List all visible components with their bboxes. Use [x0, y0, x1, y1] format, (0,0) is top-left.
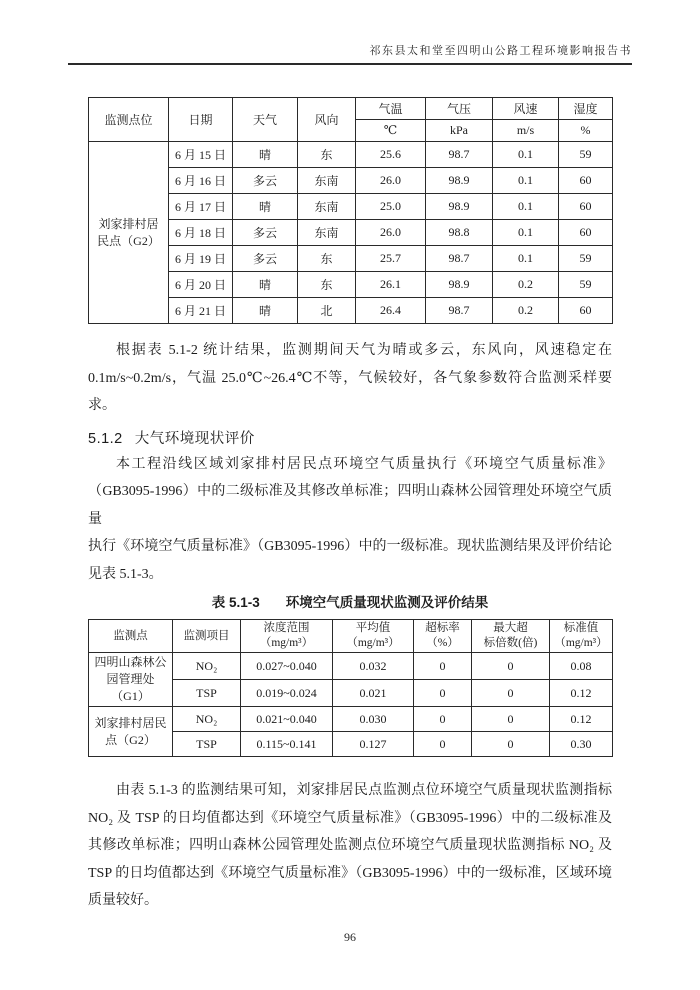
cell-temp: 25.6	[356, 142, 426, 168]
cell-exceed: 0	[414, 653, 472, 680]
running-header	[68, 0, 632, 65]
paragraph-line: （GB3095-1996）中的二级标准及其修改单标准；四明山森林公园管理处环境空气质量	[88, 484, 612, 527]
cell-range: 0.019~0.024	[241, 680, 333, 707]
header-standard-unit: （mg/m³）	[554, 637, 608, 649]
site-cell-g2: 刘家排村居民点（G2）	[89, 707, 173, 757]
page-number: 96	[344, 930, 356, 944]
cell-range: 0.027~0.040	[241, 653, 333, 680]
cell-item: NO₂	[173, 653, 241, 680]
weather-table	[88, 97, 613, 324]
header-exceed-rate	[414, 620, 472, 653]
cell-date: 6 月 20 日	[169, 272, 233, 298]
cell-average: 0.030	[333, 707, 414, 732]
header-average	[333, 620, 414, 653]
cell-weather: 多云	[233, 246, 298, 272]
cell-speed: 0.1	[493, 220, 559, 246]
header-average-label: 平均值	[355, 622, 391, 634]
cell-humidity: 60	[559, 220, 613, 246]
header-exceed-label: 超标率	[425, 622, 460, 634]
cell-pressure: 98.9	[426, 194, 493, 220]
header-wind: 风向	[298, 98, 356, 142]
header-speed: 风速	[493, 98, 559, 120]
cell-wind: 东	[298, 246, 356, 272]
table-caption	[88, 592, 612, 614]
cell-pressure: 98.9	[426, 168, 493, 194]
cell-range: 0.021~0.040	[241, 707, 333, 732]
cell-wind: 东	[298, 142, 356, 168]
cell-humidity: 59	[559, 142, 613, 168]
unit-humidity: %	[559, 120, 613, 142]
header-range	[241, 620, 333, 653]
header-temp: 气温	[356, 98, 426, 120]
cell-humidity: 59	[559, 246, 613, 272]
cell-speed: 0.1	[493, 142, 559, 168]
paragraph-line: 由表 5.1-3 的监测结果可知，刘家排居民点监测点位环境空气质量现状监测指标	[116, 783, 612, 798]
paragraph-line: TSP 的日均值都达到《环境空气质量标准》（GB3095-1996）中的一级标准，区域环境	[88, 865, 612, 881]
header-standard-label: 标准值	[563, 622, 599, 634]
cell-weather: 晴	[233, 194, 298, 220]
cell-speed: 0.2	[493, 272, 559, 298]
cell-temp: 26.0	[356, 220, 426, 246]
paragraph-line: NO₂ 及 TSP 的日均值都达到《环境空气质量标准》（GB3095-1996）中的二级标准及	[88, 810, 612, 826]
cell-average: 0.021	[333, 680, 414, 707]
cell-wind: 东	[298, 272, 356, 298]
section-heading-5-1-2	[88, 427, 612, 451]
air-quality-table	[88, 619, 613, 757]
cell-temp: 25.0	[356, 194, 426, 220]
table-caption-title: 环境空气质量现状监测及评价结果	[285, 595, 489, 610]
header-pressure: 气压	[426, 98, 493, 120]
cell-speed: 0.1	[493, 246, 559, 272]
paragraph-line: 执行《环境空气质量标准》（GB3095-1996）中的一级标准。现状监测结果及评价结论	[88, 539, 612, 554]
cell-exceed: 0	[414, 707, 472, 732]
header-site: 监测点位	[89, 98, 169, 142]
cell-standard: 0.12	[550, 707, 613, 732]
cell-item: TSP	[173, 732, 241, 757]
cell-standard: 0.12	[550, 680, 613, 707]
cell-range: 0.115~0.141	[241, 732, 333, 757]
paragraph-line: 0.1m/s~0.2m/s，气温 25.0℃~26.4℃不等，气候较好，各气象参数符合监测采样要求。	[88, 370, 612, 413]
cell-weather: 多云	[233, 168, 298, 194]
site-cell-g2: 刘家排村居民点（G2）	[89, 142, 169, 324]
paragraph-weather-summary	[88, 337, 612, 420]
header-max-fold-line2: 标倍数(倍)	[483, 637, 538, 649]
header-site: 监测点	[89, 620, 173, 653]
unit-speed: m/s	[493, 120, 559, 142]
cell-date: 6 月 19 日	[169, 246, 233, 272]
cell-pressure: 98.7	[426, 142, 493, 168]
paragraph-line: 见表 5.1-3。	[88, 566, 163, 582]
cell-date: 6 月 21 日	[169, 298, 233, 324]
cell-pressure: 98.9	[426, 272, 493, 298]
header-max-fold-line1: 最大超	[493, 622, 528, 634]
header-exceed-unit: （%）	[426, 637, 459, 649]
cell-wind: 东南	[298, 168, 356, 194]
table-row	[89, 653, 613, 680]
cell-pressure: 98.7	[426, 246, 493, 272]
cell-wind: 东南	[298, 194, 356, 220]
cell-temp: 26.1	[356, 272, 426, 298]
paragraph-conclusion	[88, 777, 612, 915]
section-title: 大气环境现状评价	[134, 430, 255, 447]
cell-date: 6 月 16 日	[169, 168, 233, 194]
cell-pressure: 98.7	[426, 298, 493, 324]
header-humidity: 湿度	[559, 98, 613, 120]
paragraph-line: 其修改单标准；四明山森林公园管理处监测点位环境空气质量现状监测指标 NO₂ 及	[88, 838, 612, 853]
paragraph-line: 质量较好。	[88, 893, 158, 908]
cell-average: 0.032	[333, 653, 414, 680]
cell-item: NO₂	[173, 707, 241, 732]
report-title: 祁东县太和堂至四明山公路工程环境影响报告书	[369, 45, 632, 57]
header-weather: 天气	[233, 98, 298, 142]
cell-humidity: 59	[559, 272, 613, 298]
section-number: 5.1.2	[88, 430, 123, 447]
cell-wind: 东南	[298, 220, 356, 246]
cell-max-fold: 0	[472, 680, 550, 707]
cell-speed: 0.1	[493, 168, 559, 194]
header-date: 日期	[169, 98, 233, 142]
header-range-label: 浓度范围	[263, 622, 310, 634]
weather-table-header-row1	[89, 98, 613, 120]
cell-date: 6 月 15 日	[169, 142, 233, 168]
cell-date: 6 月 18 日	[169, 220, 233, 246]
paragraph-line: 本工程沿线区域刘家排村居民点环境空气质量执行《环境空气质量标准》	[116, 456, 612, 472]
cell-temp: 26.4	[356, 298, 426, 324]
cell-date: 6 月 17 日	[169, 194, 233, 220]
cell-humidity: 60	[559, 168, 613, 194]
page-content	[88, 97, 612, 915]
paragraph-standards	[88, 451, 612, 589]
site-cell-g1: 四明山森林公园管理处（G1）	[89, 653, 173, 707]
cell-standard: 0.30	[550, 732, 613, 757]
paragraph-line: 根据表 5.1-2 统计结果，监测期间天气为晴或多云，东风向，风速稳定在	[116, 343, 612, 358]
cell-average: 0.127	[333, 732, 414, 757]
cell-speed: 0.2	[493, 298, 559, 324]
table-caption-label: 表 5.1-3	[211, 595, 260, 610]
header-range-unit: （mg/m³）	[259, 637, 314, 649]
air-quality-header-row	[89, 620, 613, 653]
cell-weather: 晴	[233, 272, 298, 298]
cell-wind: 北	[298, 298, 356, 324]
cell-exceed: 0	[414, 680, 472, 707]
cell-max-fold: 0	[472, 707, 550, 732]
cell-humidity: 60	[559, 298, 613, 324]
header-standard	[550, 620, 613, 653]
cell-exceed: 0	[414, 732, 472, 757]
cell-temp: 26.0	[356, 168, 426, 194]
cell-weather: 晴	[233, 298, 298, 324]
cell-speed: 0.1	[493, 194, 559, 220]
cell-standard: 0.08	[550, 653, 613, 680]
cell-weather: 多云	[233, 220, 298, 246]
header-max-fold	[472, 620, 550, 653]
table-row	[89, 142, 613, 168]
cell-max-fold: 0	[472, 732, 550, 757]
table-row	[89, 707, 613, 732]
cell-temp: 25.7	[356, 246, 426, 272]
cell-item: TSP	[173, 680, 241, 707]
cell-humidity: 60	[559, 194, 613, 220]
cell-max-fold: 0	[472, 653, 550, 680]
header-item: 监测项目	[173, 620, 241, 653]
unit-pressure: kPa	[426, 120, 493, 142]
header-average-unit: （mg/m³）	[346, 637, 400, 649]
cell-weather: 晴	[233, 142, 298, 168]
cell-pressure: 98.8	[426, 220, 493, 246]
unit-temp: ℃	[356, 120, 426, 142]
